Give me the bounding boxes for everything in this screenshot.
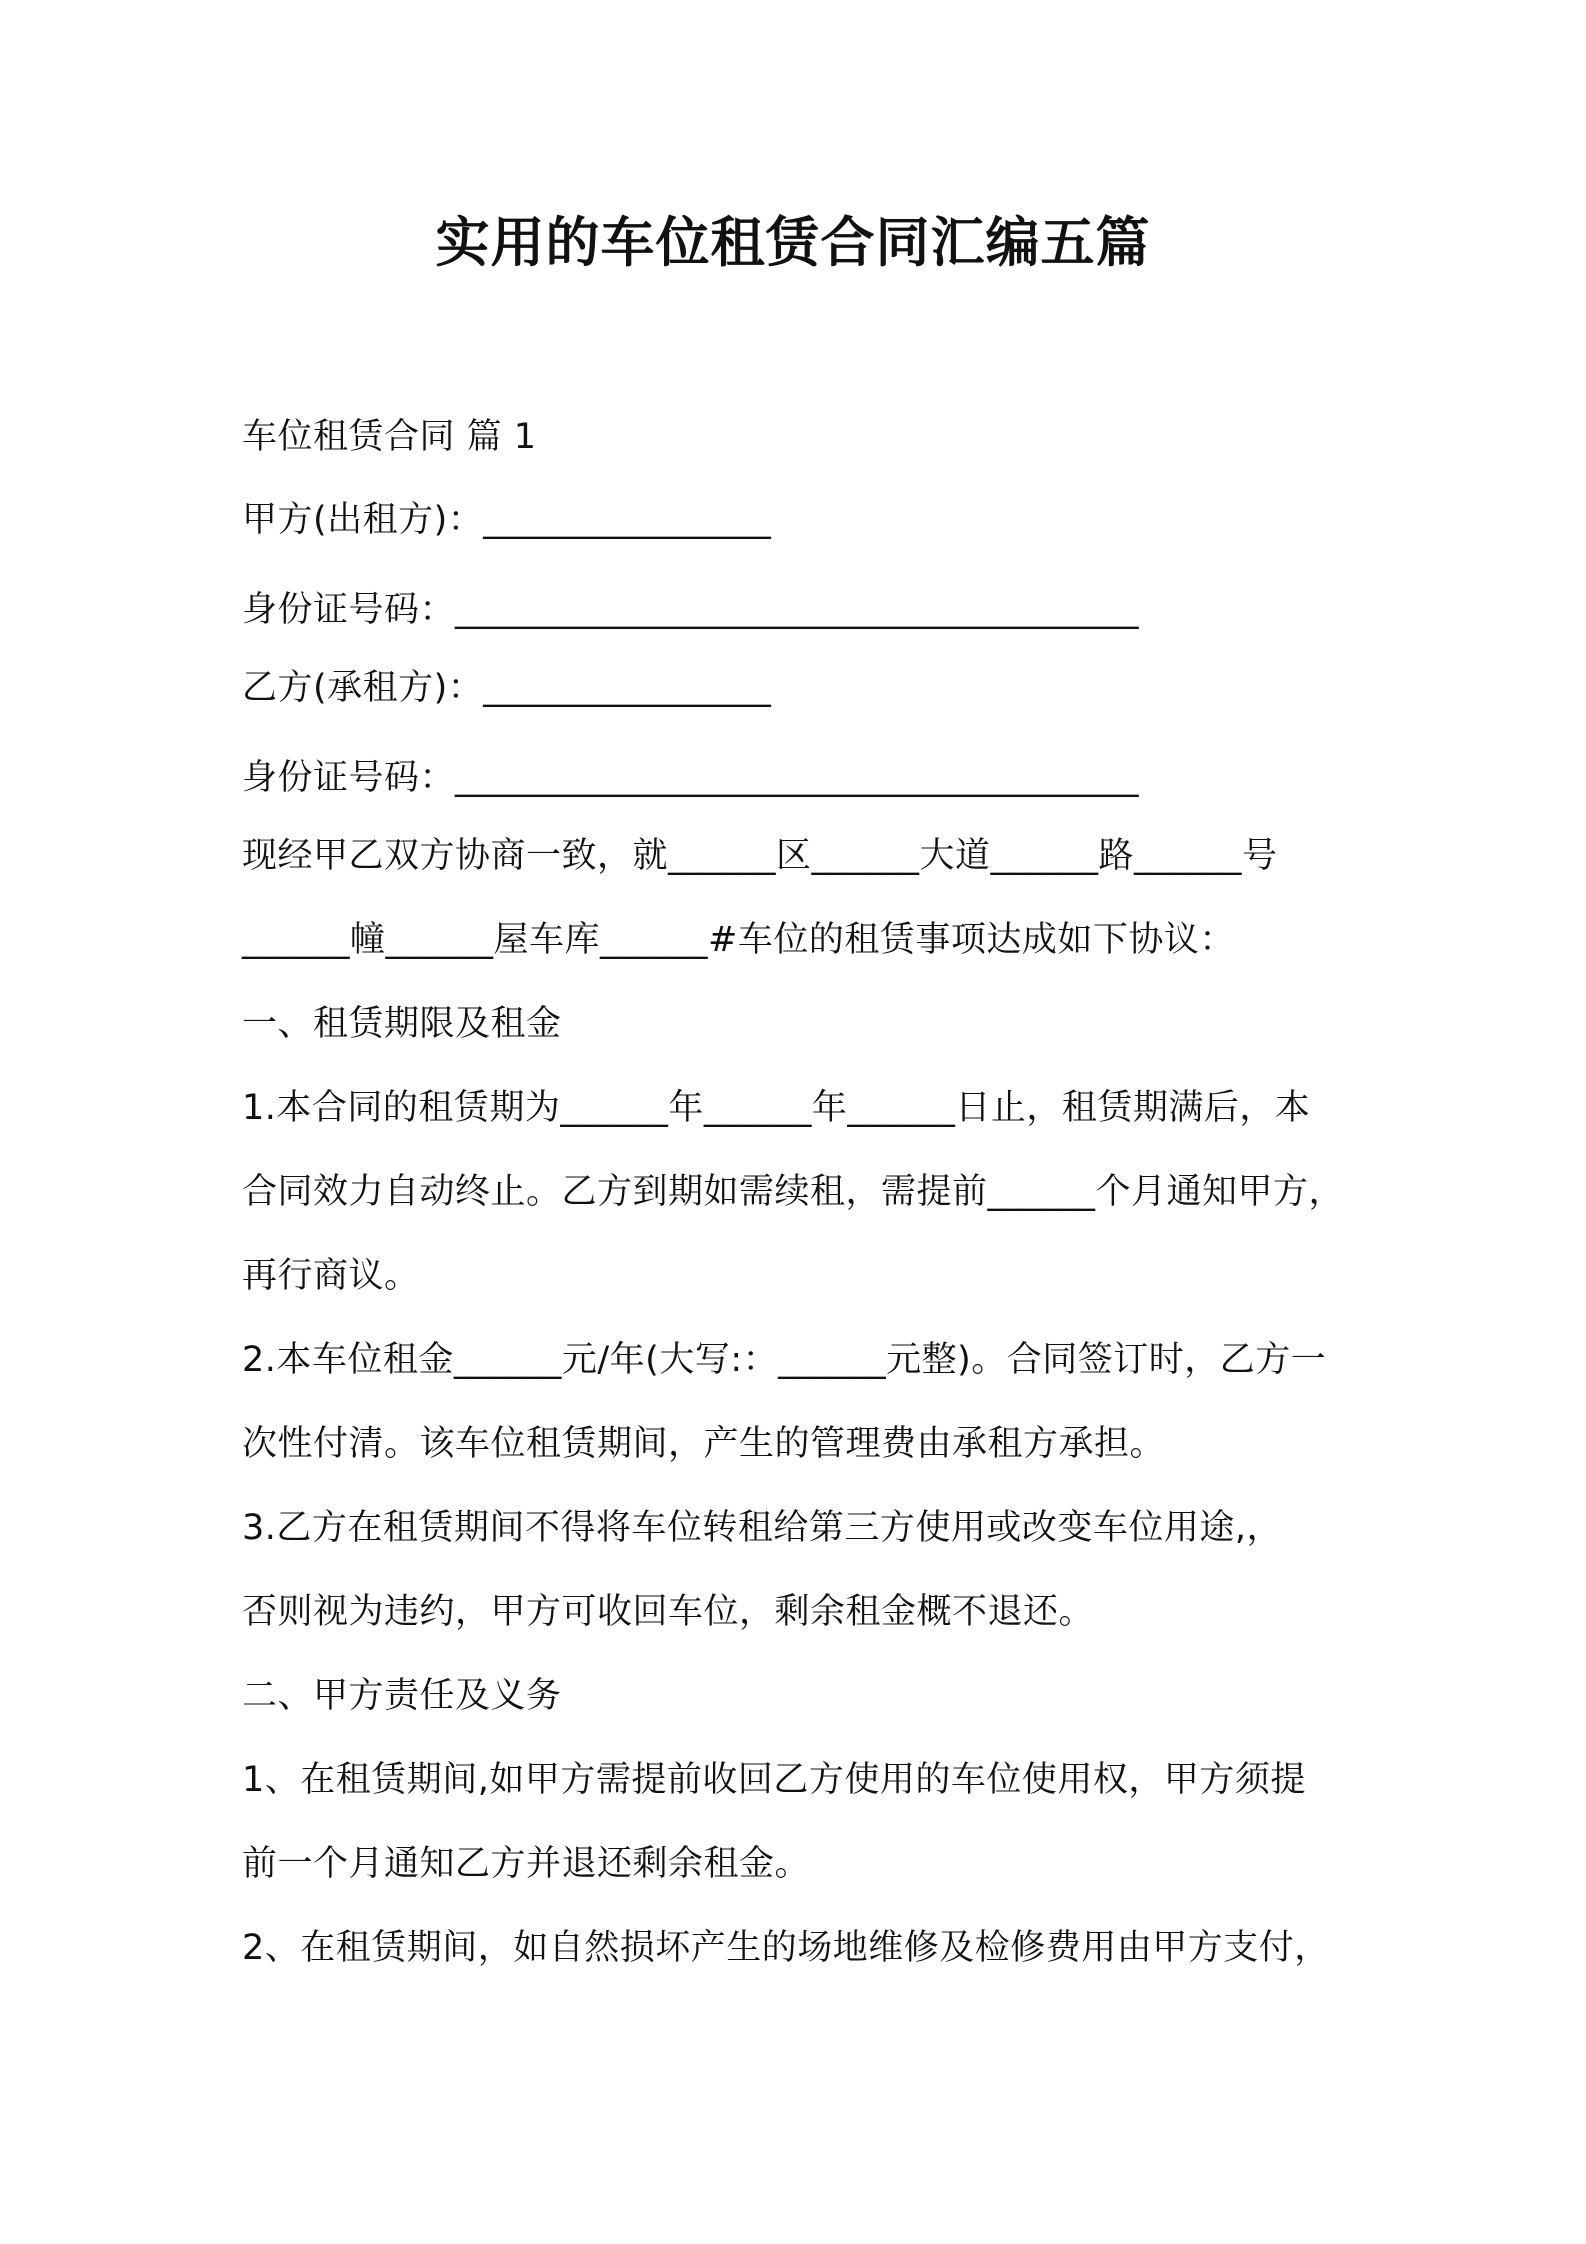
clause-heading: 二、甲方责任及义务: [242, 1676, 562, 1716]
paragraph-line: 合同效力自动终止。乙方到期如需续租，需提前______个月通知甲方，: [242, 1172, 1345, 1212]
paragraph-line: 前一个月通知乙方并退还剩余租金。: [242, 1844, 811, 1884]
paragraph-line: 1.本合同的租赁期为______年______年______日止，租赁期满后，本: [242, 1088, 1311, 1128]
paragraph-line: 1、在租赁期间,如甲方需提前收回乙方使用的车位使用权，甲方须提: [242, 1760, 1306, 1800]
party-b-line: 乙方(承租方)：________________: [242, 668, 772, 708]
paragraph-line: 次性付清。该车位租赁期间，产生的管理费由承租方承担。: [242, 1424, 1166, 1464]
party-a-line: 甲方(出租方)：________________: [242, 500, 772, 540]
paragraph-line: 3.乙方在租赁期间不得将车位转租给第三方使用或改变车位用途,，: [242, 1508, 1283, 1548]
clause-heading: 一、租赁期限及租金: [242, 1004, 562, 1044]
paragraph-line: 再行商议。: [242, 1256, 420, 1296]
paragraph-line: 2、在租赁期间，如自然损坏产生的场地维修及检修费用由甲方支付，: [242, 1928, 1330, 1968]
section-heading: 车位租赁合同 篇 1: [242, 417, 537, 457]
paragraph-line: 现经甲乙双方协商一致，就______区______大道______路______号: [242, 836, 1278, 876]
party-b-id-line: 身份证号码：______________________________________: [242, 758, 1140, 798]
paragraph-line: 否则视为违约，甲方可收回车位，剩余租金概不退还。: [242, 1592, 1095, 1632]
paragraph-line: 2.本车位租金______元/年(大写:：______元整)。合同签订时，乙方一: [242, 1340, 1327, 1380]
paragraph-line: ______幢______屋车库______#车位的租赁事项达成如下协议：: [242, 920, 1235, 960]
party-a-id-line: 身份证号码：______________________________________: [242, 590, 1140, 630]
document-title: 实用的车位租赁合同汇编五篇: [435, 211, 1151, 274]
